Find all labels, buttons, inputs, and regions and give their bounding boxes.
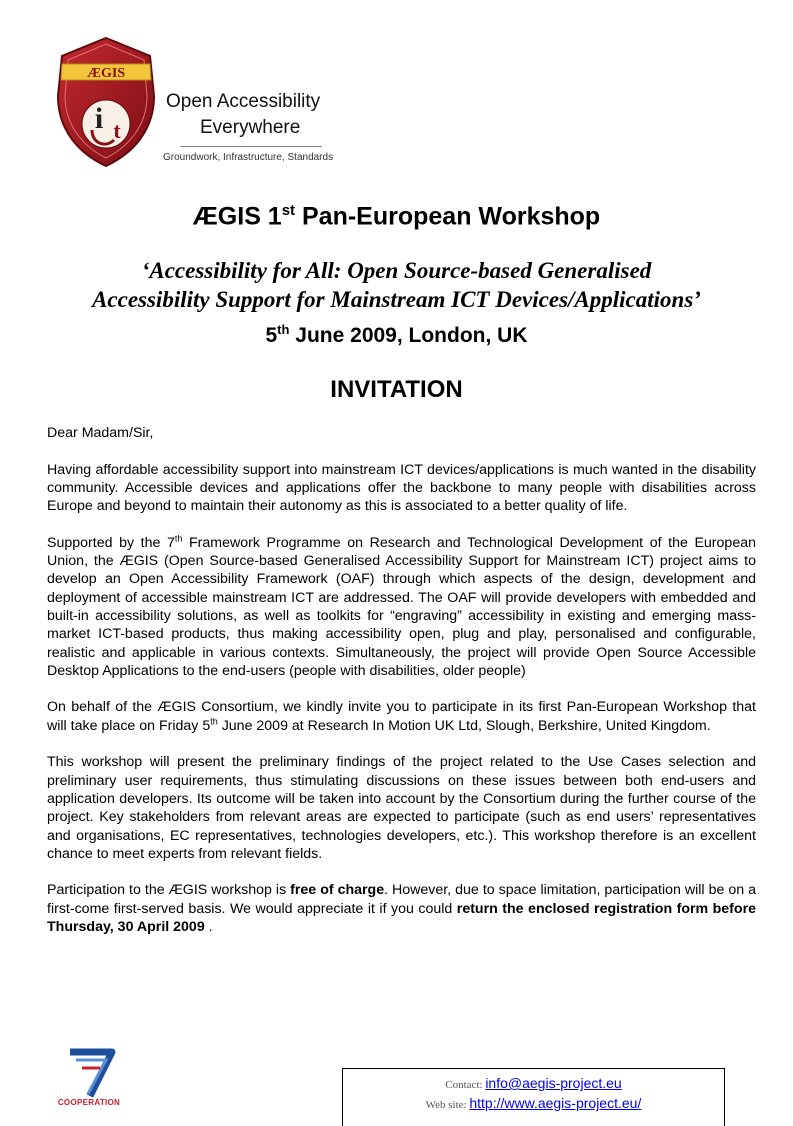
subtitle-line1: ‘Accessibility for All: Open Source-based Generalised — [141, 258, 652, 283]
letter-body — [47, 424, 756, 955]
paragraph-1: Having affordable accessibility support into mainstream ICT devices/applications is much wanted in the disability community. Accessible devices and applications offer the backbone to many people with disabilities across Europe and beyond to maintain their autonomy as this is associated to a better quality of life. — [47, 461, 756, 515]
paragraph-4: This workshop will present the preliminary findings of the project related to the Use Cases selection and preliminary user requirements, thus stimulating discussions on these issues between both end-users and application developers. Its outcome will be taken into account by the Consortium during the further course of the project. Key stakeholders from relevant areas are expected to participate (such as end users’ representatives and organisations, EC representatives, technologies developers, etc.). This workshop therefore is an excellent chance to meet experts from relevant fields. — [47, 754, 756, 862]
aegis-logo — [54, 36, 364, 168]
registration-deadline-emphasis: return the enclosed registration form before Thursday, 30 April 2009 — [47, 900, 756, 936]
contact-email-link[interactable]: info@aegis-project.eu — [485, 1075, 622, 1091]
contact-label: Contact: — [445, 1079, 486, 1091]
salutation: Dear Madam/Sir, — [47, 425, 154, 441]
logo-line2: Everywhere — [200, 117, 301, 138]
contact-row — [343, 1074, 724, 1094]
logo-brand-text: ÆGIS — [86, 66, 126, 81]
invitation-heading: INVITATION — [330, 376, 463, 403]
logo-tagline: Groundwork, Infrastructure, Standards — [163, 152, 334, 163]
fp7-logo — [50, 1046, 132, 1112]
workshop-date-location: 5th June 2009, London, UK — [265, 322, 528, 347]
subtitle-line2: Accessibility Support for Mainstream ICT Devices/Applications’ — [92, 287, 701, 312]
svg-text:t: t — [113, 118, 121, 143]
contact-box — [342, 1068, 725, 1126]
logo-line1: Open Accessibility — [166, 91, 321, 112]
logo-divider — [180, 146, 322, 147]
aegis-shield-icon — [54, 36, 158, 168]
paragraph-5: Participation to the ÆGIS workshop is free of charge. However, due to space limitation, participation will be on a first-come first-served basis. We would appreciate it if you could return the enclosed registration form before Thursday, 30 April 2009 . — [47, 882, 757, 936]
paragraph-2: Supported by the 7th Framework Programme on Research and Technological Development of the European Union, the ÆGIS (Open Source-based Generalised Accessibility Support for Mainstream ICT) project aims to develop an Open Accessibility Framework (OAF) through which aspects of the design, development and deployment of accessible mainstream ICT are addressed. The OAF will provide developers with embedded and built-in accessibility solutions, as well as toolkits for “engraving” accessibility in existing and emerging mass-market ICT-based products, thus making accessibility open, plug and play, personalised and configurable, realistic and applicable in various contexts. Simultaneously, the project will provide Open Source Accessible Desktop Applications to the end-users (people with disabilities, older people) — [47, 533, 756, 679]
workshop-title: ÆGIS 1st Pan-European Workshop — [192, 202, 601, 231]
fp7-label: COOPERATION — [57, 1098, 121, 1107]
website-label: Web site: — [425, 1099, 470, 1111]
website-row — [343, 1094, 724, 1114]
paragraph-3: On behalf of the ÆGIS Consortium, we kindly invite you to participate in its first Pan-European Workshop that will take place on Friday 5th June 2009 at Research In Motion UK Ltd, Slough, Berkshire, United Kingdom. — [47, 699, 756, 734]
fp7-seven-icon — [50, 1046, 130, 1098]
workshop-subtitle — [30, 256, 763, 314]
svg-text:i: i — [94, 102, 104, 135]
free-of-charge-emphasis: free of charge — [290, 882, 385, 899]
website-link[interactable]: http://www.aegis-project.eu/ — [469, 1095, 642, 1111]
